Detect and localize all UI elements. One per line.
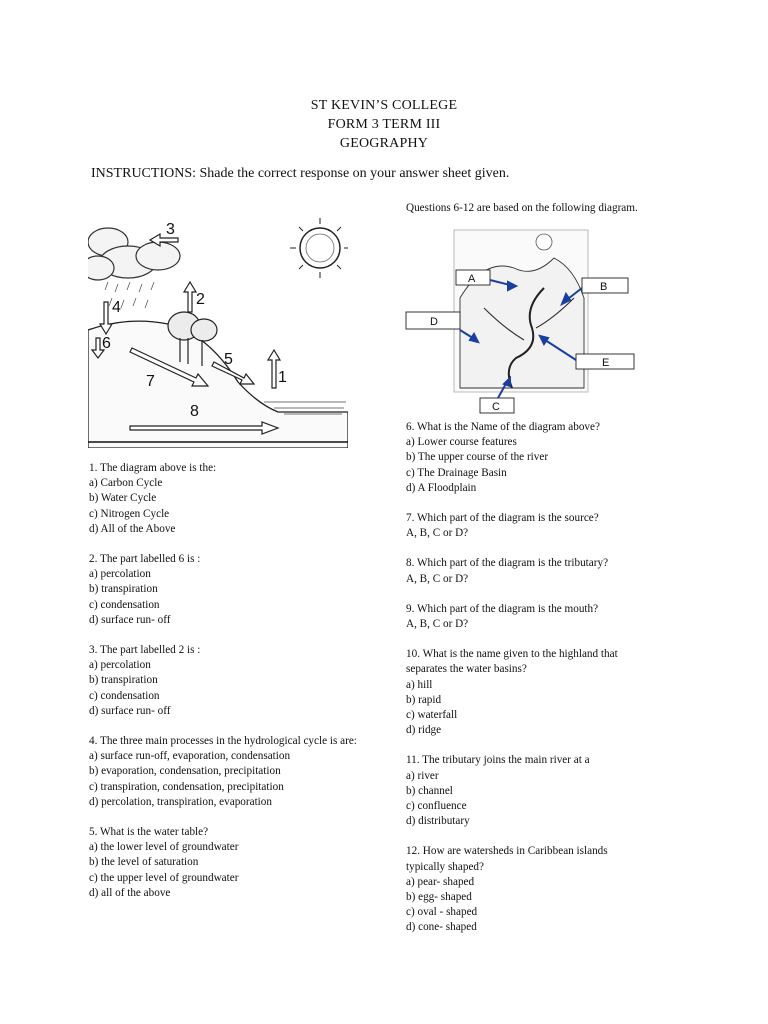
option: a) percolation (89, 568, 151, 581)
question-stem: 11. The tributary joins the main river at a (406, 754, 590, 767)
subject-title: GEOGRAPHY (339, 136, 429, 151)
drainage-basin-diagram (404, 228, 640, 418)
label-b: B (600, 281, 608, 293)
question-stem: 7. Which part of the diagram is the source? (406, 512, 599, 525)
option: b) The upper course of the river (406, 451, 549, 464)
question-9 (406, 602, 696, 632)
question-8 (406, 556, 696, 586)
water-cycle-diagram (88, 212, 348, 448)
option: a) surface run-off, evaporation, condensation (89, 750, 291, 763)
option: c) the upper level of groundwater (89, 871, 239, 884)
option: c) confluence (406, 800, 467, 813)
instructions: INSTRUCTIONS: Shade the correct response on your answer sheet given. (91, 166, 510, 181)
question-10 (406, 647, 696, 738)
option: b) the level of saturation (89, 856, 199, 869)
label-6: 6 (102, 335, 111, 352)
label-a: A (468, 273, 476, 285)
option: d) surface run- off (89, 613, 171, 626)
question-6 (406, 420, 696, 496)
label-7: 7 (146, 373, 155, 390)
question-stem: 12. How are watersheds in Caribbean islands typically shaped? (406, 845, 608, 873)
option: a) river (406, 769, 439, 782)
option: b) transpiration (89, 674, 158, 687)
question-5 (89, 825, 369, 901)
question-4 (89, 734, 369, 810)
question-11 (406, 753, 696, 829)
school-name: ST KEVIN’S COLLEGE (310, 98, 458, 113)
option: a) percolation (89, 659, 151, 672)
question-stem: 4. The three main processes in the hydrological cycle is are: (89, 735, 357, 748)
option: c) transpiration, condensation, precipitation (89, 780, 284, 793)
label-c: C (492, 401, 500, 413)
option: d) cone- shaped (406, 921, 477, 934)
option: A, B, C or D? (406, 618, 469, 631)
option: d) ridge (406, 724, 442, 737)
questions-left (89, 461, 369, 916)
option: A, B, C or D? (406, 527, 469, 540)
label-5: 5 (224, 351, 233, 368)
question-stem: 10. What is the name given to the highland that separates the water basins? (406, 648, 618, 676)
option: d) surface run- off (89, 704, 171, 717)
question-stem: 3. The part labelled 2 is : (89, 644, 201, 657)
option: d) All of the Above (89, 522, 176, 535)
option: a) pear- shaped (406, 875, 475, 888)
option: b) channel (406, 784, 453, 797)
option: c) Nitrogen Cycle (89, 507, 170, 520)
label-e: E (602, 357, 610, 369)
questions-right (406, 420, 696, 951)
question-1 (89, 461, 369, 537)
question-stem: 6. What is the Name of the diagram above? (406, 421, 600, 433)
option: c) oval - shaped (406, 906, 478, 919)
option: b) evaporation, condensation, precipitation (89, 765, 281, 778)
question-stem: 1. The diagram above is the: (89, 462, 217, 474)
option: c) The Drainage Basin (406, 466, 507, 479)
option: c) condensation (89, 689, 160, 702)
option: d) all of the above (89, 886, 171, 899)
option: d) A Floodplain (406, 481, 477, 494)
option: c) condensation (89, 598, 160, 611)
question-12 (406, 844, 696, 935)
question-7 (406, 511, 696, 541)
question-stem: 2. The part labelled 6 is : (89, 553, 201, 566)
question-2 (89, 552, 369, 628)
option: a) the lower level of groundwater (89, 841, 239, 854)
label-4: 4 (112, 299, 121, 316)
label-2: 2 (196, 291, 205, 308)
option: b) rapid (406, 693, 442, 706)
question-3 (89, 643, 369, 719)
question-stem: 9. Which part of the diagram is the mouth? (406, 602, 599, 615)
option: d) distributary (406, 815, 470, 828)
label-3: 3 (166, 221, 175, 238)
option: d) percolation, transpiration, evaporation (89, 795, 272, 808)
option: a) Carbon Cycle (89, 477, 163, 490)
question-stem: 5. What is the water table? (89, 826, 209, 839)
option: a) hill (406, 678, 433, 691)
label-1: 1 (278, 369, 287, 386)
option: a) Lower course features (406, 436, 517, 449)
option: b) transpiration (89, 583, 158, 596)
option: A, B, C or D? (406, 572, 469, 585)
option: c) waterfall (406, 709, 458, 722)
label-8: 8 (190, 403, 199, 420)
form-term: FORM 3 TERM III (327, 117, 441, 132)
option: b) egg- shaped (406, 891, 472, 904)
label-d: D (430, 316, 438, 328)
document-header (0, 96, 768, 153)
sun-icon (290, 218, 348, 278)
diagram-note: Questions 6-12 are based on the following diagram. (406, 202, 638, 214)
question-stem: 8. Which part of the diagram is the tributary? (406, 557, 609, 570)
option: b) Water Cycle (89, 492, 157, 505)
